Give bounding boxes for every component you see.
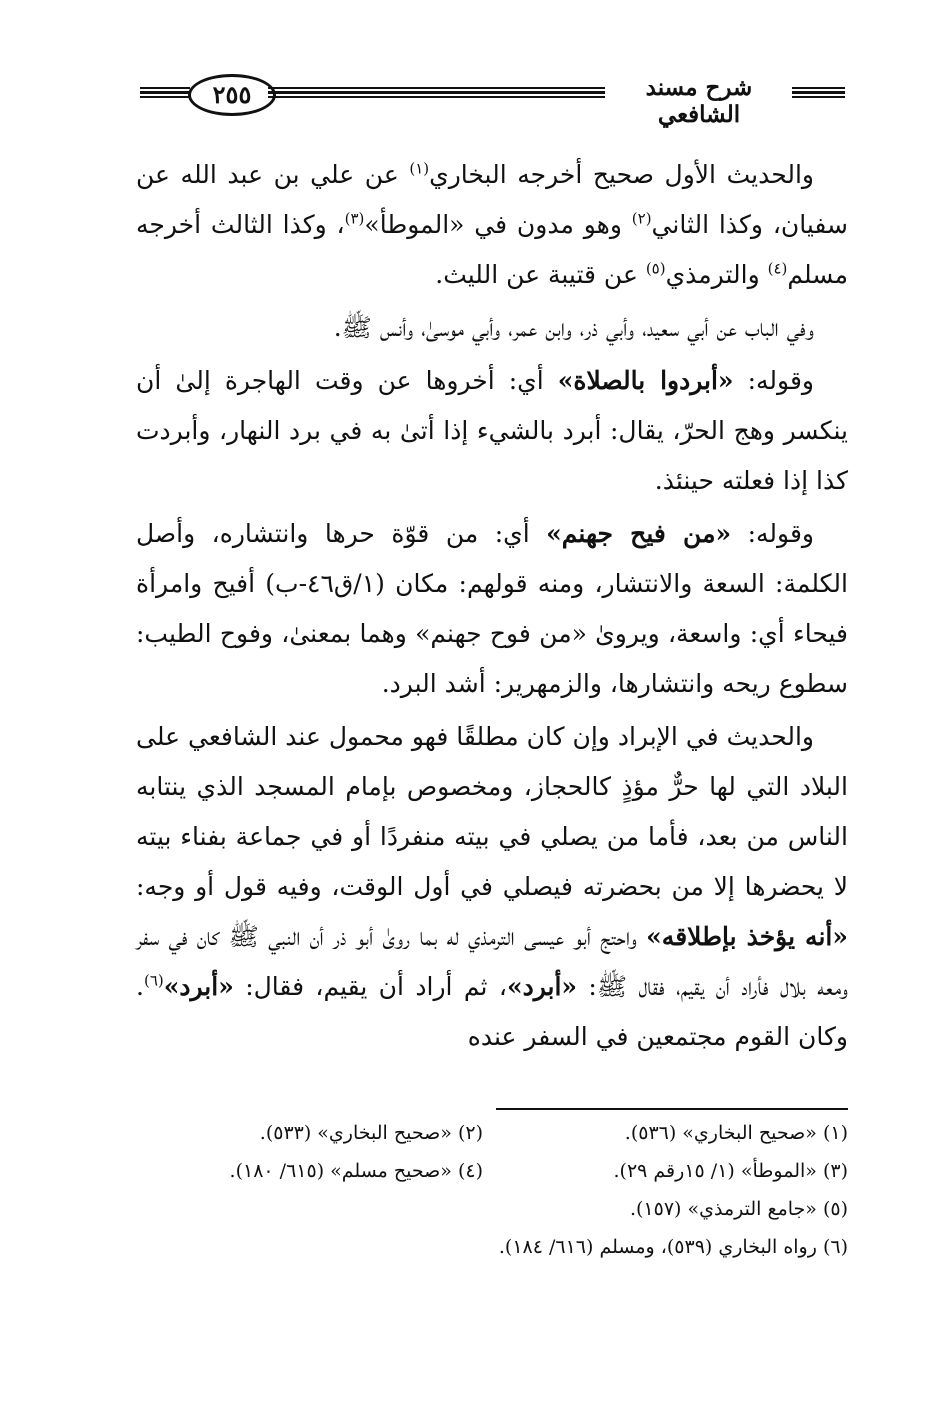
quoted-term: «أنه يؤخذ بإطلاقه» [646, 922, 848, 951]
text-run: وقوله: [733, 366, 814, 395]
text-run: واحتج أبو عيسى الترمذي له بما روىٰ أبو ذر أن النبي ﷺ كان في سفر ومعه بلال فأراد أن يقيم، فقال ﷺ: [136, 922, 848, 1001]
text-run: والحديث الأول صحيح أخرجه البخاري [429, 160, 814, 189]
footnote-4: (٤) «صحيح مسلم» (٦١٥/ ١٨٠). [229, 1160, 483, 1182]
header-rule-middle [268, 87, 605, 98]
paragraph [136, 150, 848, 300]
main-text [136, 150, 848, 1065]
text-run: والترمذي [665, 260, 768, 289]
footnote-ref: (١) [409, 159, 430, 178]
text-run: والحديث في الإبراد وإن كان مطلقًا فهو محمول عند الشافعي على البلاد التي لها حرٌّ مؤذٍ كالحجاز، ومخصوص بإمام المسجد الذي ينتابه الناس من بعد، فأما من يصلي في بيته منفردًا أو في جماعة بفناء بيته لا يحضرها إلا من بحضرته فيصلي في أول الوقت، وفيه قول أو وجه: [136, 722, 848, 901]
footnote-2: (٢) «صحيح البخاري» (٥٣٣). [259, 1122, 483, 1144]
footnote-ref: (٦) [143, 971, 164, 990]
text-run: أي: أخروها عن وقت الهاجرة إلىٰ أن ينكسر وهج الحرّ، يقال: أبرد بالشيء إذا أتىٰ به في برد النهار، وأبردت كذا إذا فعلته حينئذ. [136, 366, 848, 495]
text-run: أي: من قوّة حرها وانتشاره، وأصل الكلمة: السعة والانتشار، ومنه قولهم: مكان (١/ق٤٦-ب) أفيح وامرأة فيحاء أي: واسعة، ويروىٰ «من فوح جهنم» وهما بمعنىٰ، وفوح الطيب: سطوع ريحه وانتشارها، والزمهرير: أشد البرد. [136, 519, 848, 698]
footnote-ref: (٣) [344, 209, 365, 228]
text-run: ، وكذا الثالث أخرجه مسلم [136, 210, 848, 289]
page-number: ٢٥٥ [188, 74, 276, 116]
header-rule-right [792, 87, 845, 98]
footnote-ref: (٥) [645, 259, 666, 278]
text-run: عن علي بن عبد الله عن سفيان، وكذا الثاني [136, 160, 848, 239]
footnote-5: (٥) «جامع الترمذي» (١٥٧). [629, 1198, 848, 1220]
running-title: شرح مسند الشافعي [645, 74, 753, 128]
footnote-1: (١) «صحيح البخاري» (٥٣٦). [624, 1122, 848, 1144]
text-run: وهو مدون في «الموطأ» [364, 210, 632, 239]
footnote-6: (٦) رواه البخاري (٥٣٩)، ومسلم (٦١٦/ ١٨٤). [498, 1236, 848, 1258]
footnote-3: (٣) «الموطأ» (١/ ١٥رقم ٢٩). [613, 1160, 848, 1182]
text-run: . وكان القوم مجتمعين في السفر عنده [136, 972, 848, 1051]
text-run: ، ثم أراد أن يقيم، فقال: [233, 972, 507, 1001]
header-rule-left [140, 87, 190, 98]
quoted-term: «أبرد» [506, 972, 578, 1001]
quoted-term: «من فيح جهنم» [546, 519, 732, 548]
text-run: وقوله: [731, 519, 814, 548]
footnote-separator [496, 1108, 848, 1110]
paragraph [136, 303, 848, 353]
footnote-ref: (٢) [631, 209, 652, 228]
paragraph [136, 712, 848, 1062]
footnote-ref: (٤) [767, 259, 788, 278]
page-header [140, 72, 845, 128]
quoted-term: «أبردوا بالصلاة» [557, 366, 734, 395]
paragraph [136, 509, 848, 709]
quoted-term: «أبرد» [163, 972, 234, 1001]
text-run: عن قتيبة عن الليث. [435, 260, 646, 289]
paragraph [136, 356, 848, 506]
text-run: وفي الباب عن أبي سعيد، وأبي ذر، وابن عمر، وأبي موسىٰ، وأنس ﷺ. [333, 313, 814, 342]
